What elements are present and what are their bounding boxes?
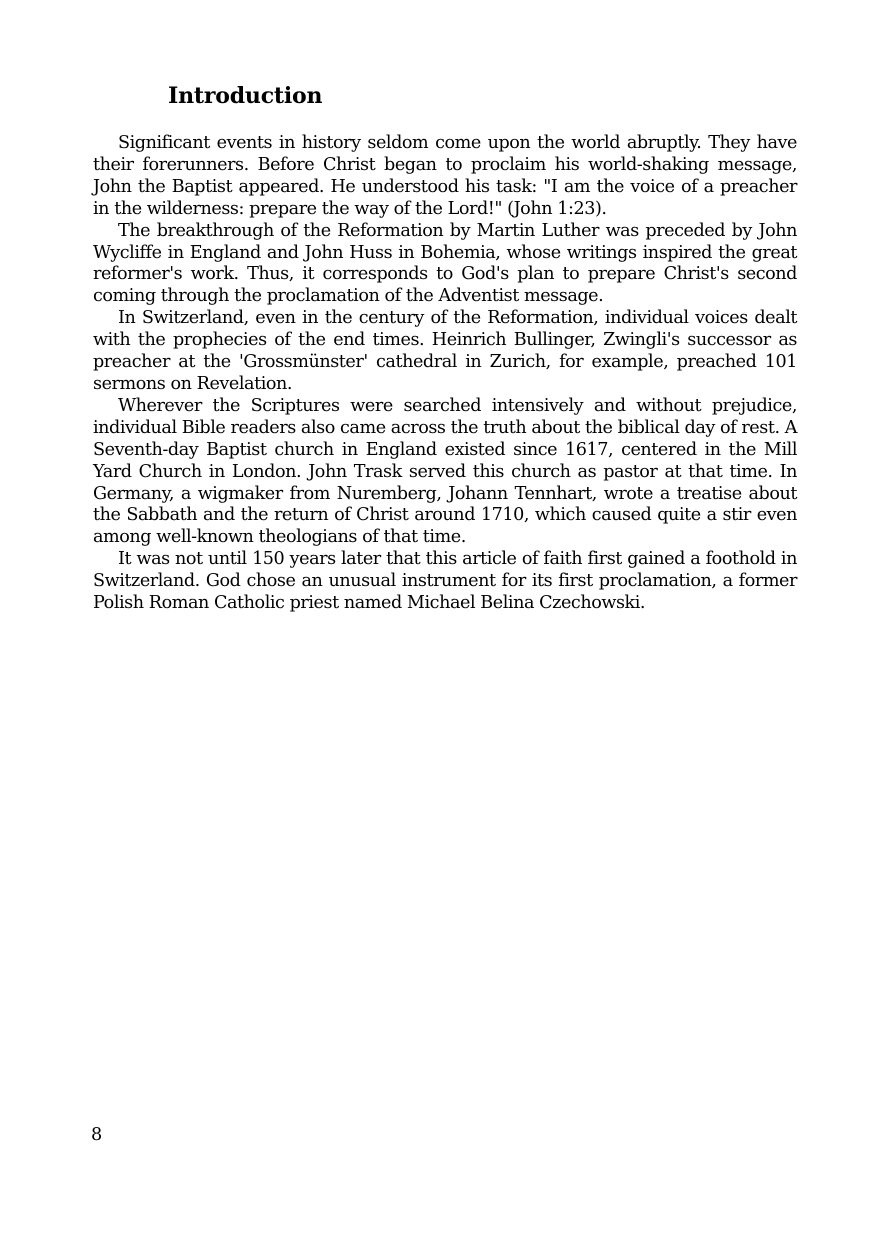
paragraph-4: Wherever the Scriptures were searched intensively and without prejudice, individual Bible readers also came across the truth about the biblical day of rest. A Seventh-day Baptist church in England existed since 1617, centered in the Mill Yard Church in London. John Trask served this church as pastor at that time. In Germany, a wigmaker from Nuremberg, Johann Tennhart, wrote a treatise about the Sabbath and the return of Christ around 1710, which caused quite a stir even among well-known theologians of that time. [93,395,798,548]
page-number: 8 [91,1125,103,1145]
paragraph-2: The breakthrough of the Reformation by Martin Luther was preceded by John Wycliffe in England and John Huss in Bohemia, whose writings inspired the great reformer's work. Thus, it corresponds to God's plan to prepare Christ's second coming through the proclamation of the Adventist message. [93,220,797,307]
body-text [93,133,797,615]
page-title: Introduction [168,83,323,109]
paragraph-1: Significant events in history seldom come upon the world abruptly. They have their forerunners. Before Christ began to proclaim his world-shaking message, John the Baptist appeared. He understood his task: "I am the voice of a preacher in the wilderness: prepare the way of the Lord!" (John 1:23). [93,133,797,219]
paragraph-3: In Switzerland, even in the century of the Reformation, individual voices dealt with the prophecies of the end times. Heinrich Bullinger, Zwingli's successor as preacher at the 'Grossmünster' cathedral in Zurich, for example, preached 101 sermons on Revelation. [93,308,797,394]
paragraph-5: It was not until 150 years later that this article of faith first gained a foothold in Switzerland. God chose an unusual instrument for its first proclamation, a former Polish Roman Catholic priest named Michael Belina Czechowski. [93,549,797,614]
